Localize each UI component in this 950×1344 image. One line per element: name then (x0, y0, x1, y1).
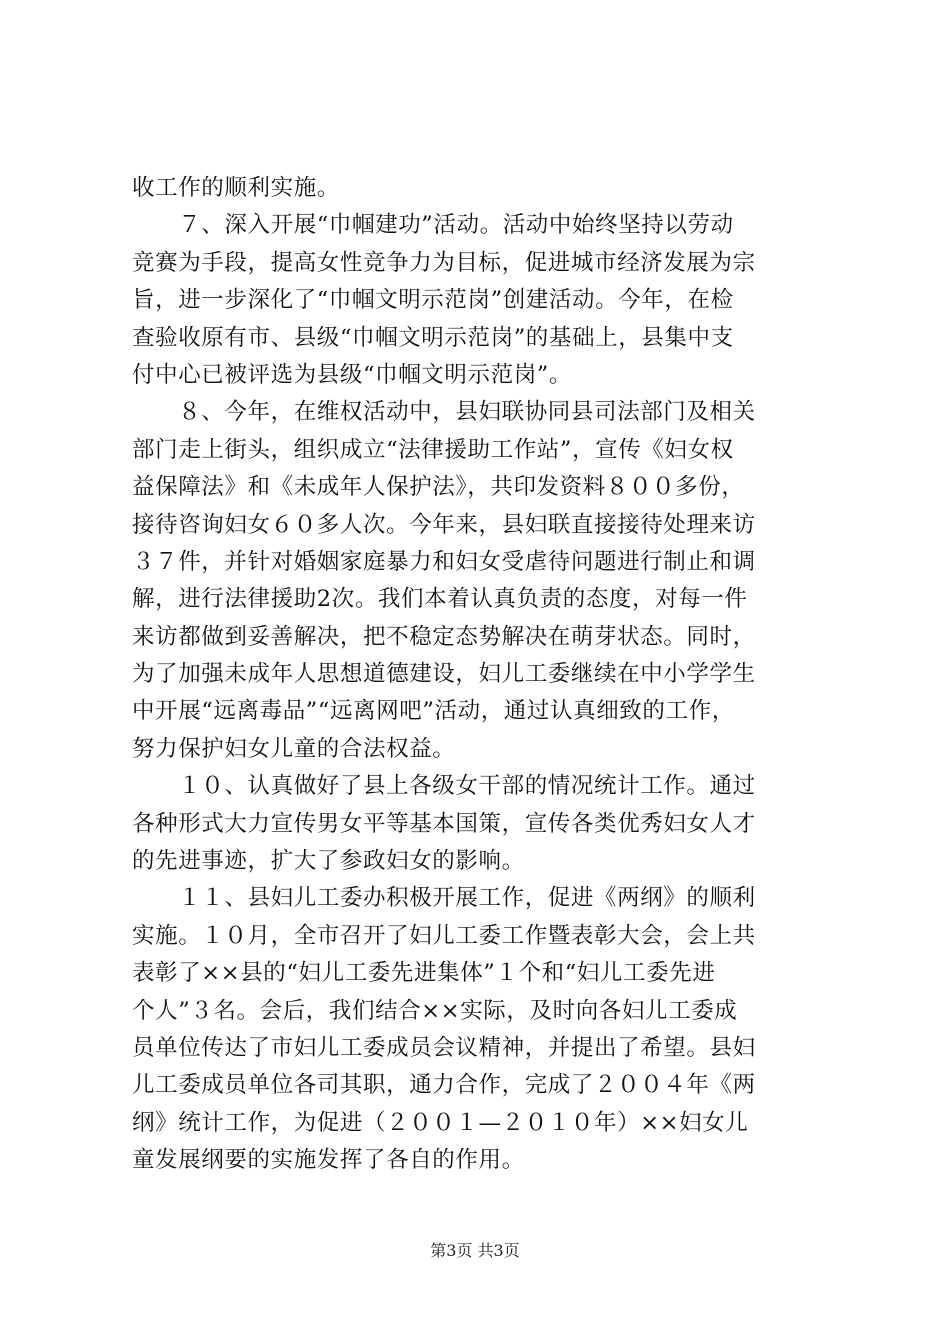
text-line: １１、县妇儿工委办积极开展工作，促进《两纲》的顺利 (132, 885, 756, 912)
page-footer (0, 1241, 950, 1261)
text-line: 个人”３名。会后，我们结合××实际，及时向各妇儿工委成 (132, 997, 738, 1024)
text-line: 部门走上街头，组织成立“法律援助工作站”，宣传《妇女权 (132, 436, 734, 463)
page-number-label: 第3页 共3页 (430, 1241, 520, 1260)
text-line: 童发展纲要的实施发挥了各自的作用。 (132, 1147, 525, 1174)
text-line: 各种形式大力宣传男女平等基本国策，宣传各类优秀妇女人才 (132, 810, 756, 837)
text-line: 接待咨询妇女６０多人次。今年来，县妇联直接接待处理来访 (132, 511, 756, 538)
text-line: 纲》统计工作，为促进（２００１—２０１０年）××妇女儿 (132, 1109, 749, 1136)
text-line: 努力保护妇女儿童的合法权益。 (132, 735, 456, 762)
text-line: 儿工委成员单位各司其职，通力合作，完成了２００４年《两 (132, 1072, 756, 1099)
text-line: 解，进行法律援助2次。我们本着认真负责的态度，对每一件 (132, 586, 748, 613)
text-line: 员单位传达了市妇儿工委成员会议精神，并提出了希望。县妇 (132, 1034, 756, 1061)
text-line: 查验收原有市、县级“巾帼文明示范岗”的基础上，县集中支 (132, 324, 734, 351)
text-line: 来访都做到妥善解决，把不稳定态势解决在萌芽状态。同时， (132, 623, 756, 650)
text-line: ７、深入开展“巾帼建功”活动。活动中始终坚持以劳动 (132, 212, 734, 239)
document-body (132, 170, 832, 1180)
text-line: 的先进事迹，扩大了参政妇女的影响。 (132, 848, 525, 875)
text-line: 表彰了××县的“妇儿工委先进集体”１个和“妇儿工委先进 (132, 960, 716, 987)
text-line: 竞赛为手段，提高女性竞争力为目标，促进城市经济发展为宗 (132, 249, 756, 276)
text-line: 中开展“远离毒品”“远离网吧”活动，通过认真细致的工作， (132, 698, 735, 725)
text-line: ３７件，并针对婚姻家庭暴力和妇女受虐待问题进行制止和调 (132, 548, 756, 575)
text-line: 收工作的顺利实施。 (132, 175, 340, 201)
text-line: 益保障法》和《未成年人保护法》，共印发资料８００多份， (132, 474, 745, 501)
text-line: 实施。１０月，全市召开了妇儿工委工作暨表彰大会，会上共 (132, 922, 756, 949)
text-line: １０、认真做好了县上各级女干部的情况统计工作。通过 (132, 773, 756, 800)
text-line: ８、今年，在维权活动中，县妇联协同县司法部门及相关 (132, 399, 756, 426)
text-line: 旨，进一步深化了“巾帼文明示范岗”创建活动。今年，在检 (132, 287, 734, 314)
text-line: 付中心已被评选为县级“巾帼文明示范岗”。 (132, 361, 573, 388)
text-line: 为了加强未成年人思想道德建设，妇儿工委继续在中小学学生 (132, 661, 756, 688)
